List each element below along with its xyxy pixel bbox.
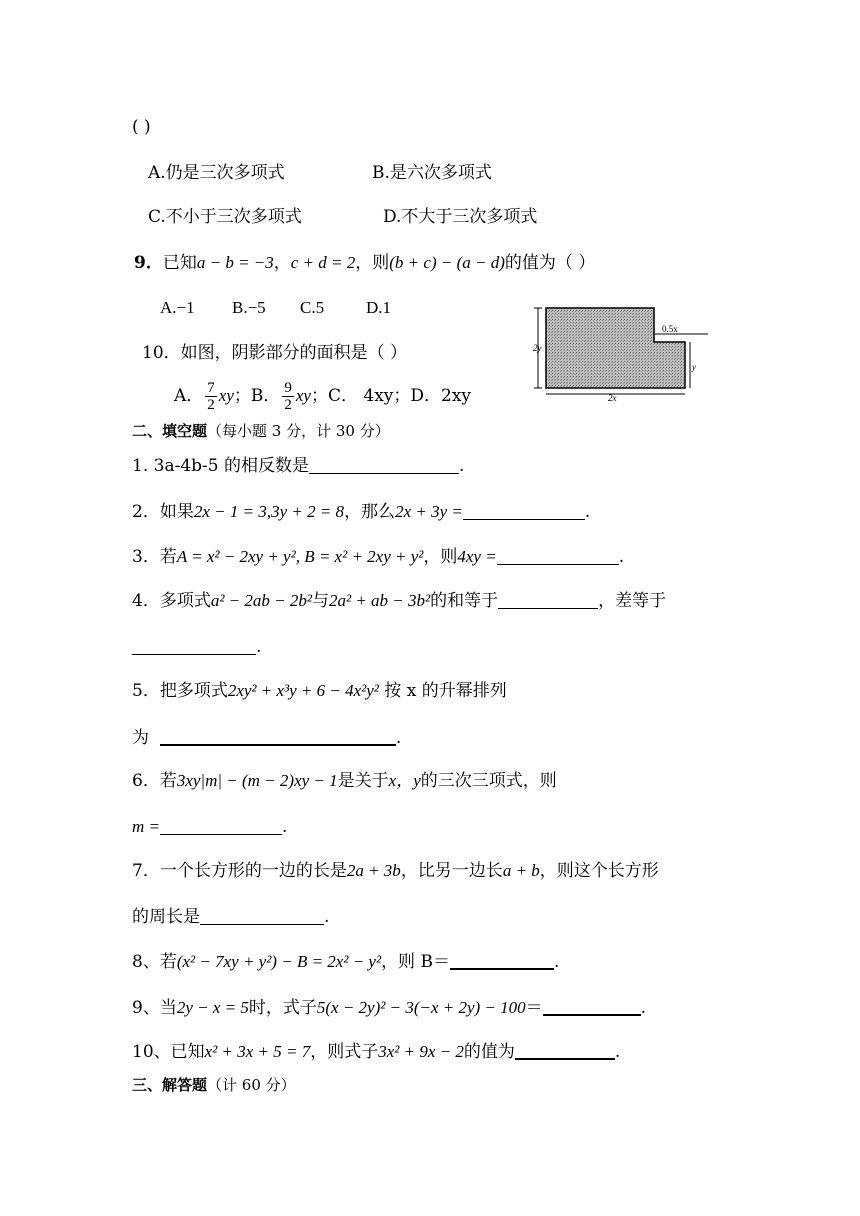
fill-q9-mid: 时，式子	[248, 998, 317, 1018]
section-3-header	[132, 1074, 296, 1096]
fill-q3-pre: 3．若	[132, 547, 177, 567]
fill-q6-post: 的三次三项式，则	[420, 771, 557, 791]
q8-option-a: A.仍是三次多项式	[148, 163, 285, 183]
shaded-shape	[546, 308, 685, 388]
fill-q4-dot: .	[256, 637, 262, 657]
q9-option-a: A.−1	[160, 298, 195, 317]
shaded-region-figure	[528, 304, 712, 402]
section-2-note: （每小题 3 分，计 30 分）	[207, 422, 390, 440]
fill-q9-e1: 2y − x = 5	[176, 998, 249, 1017]
fill-q6-mid: 是关于	[337, 771, 389, 791]
q8-option-b: B.是六次多项式	[372, 163, 492, 183]
fill-q2-dot: .	[584, 502, 591, 522]
q9-cond1: a − b = −3	[196, 253, 274, 272]
fill-q7-e1: 2a + 3b	[346, 861, 401, 880]
fill-q6-line2-text: m =	[132, 817, 160, 836]
fig-label-05x: 0.5x	[662, 324, 678, 334]
section-2-title: 二、填空题	[132, 422, 208, 440]
fill-q3-mid: ，则	[423, 547, 458, 567]
fill-q4-line2	[132, 636, 261, 658]
fill-q10-pre: 10、已知	[132, 1042, 205, 1062]
fill-q4-blank-sum[interactable]	[498, 590, 598, 609]
fill-q6-pre: 6．若	[132, 771, 177, 791]
section-3-title: 三、解答题	[132, 1076, 208, 1094]
fill-q6-expr: 3xy|m| − (m − 2)xy − 1	[176, 771, 338, 790]
fill-q9-blank[interactable]	[543, 996, 641, 1016]
fill-q5-dot: .	[395, 728, 402, 748]
fill-q5-pre: 5．把多项式	[132, 681, 228, 701]
fill-q1-text: 1. 3a-4b-5 的相反数是	[132, 456, 309, 476]
fill-q7-e2: a + b	[502, 861, 540, 880]
fill-q10-mid: ，则式子	[310, 1042, 379, 1062]
q9-option-b: B.−5	[232, 298, 266, 317]
fill-q4-e1: a² − 2ab − 2b²	[210, 591, 312, 610]
fill-q4	[132, 590, 666, 612]
fill-q7-line2	[132, 906, 329, 928]
fill-q3-expr2: 4xy =	[457, 547, 497, 566]
fill-q3	[132, 546, 624, 568]
fill-q8	[132, 950, 559, 973]
section-3-note: （计 60 分）	[207, 1076, 296, 1094]
q10-option-c: ；C． 4xy	[310, 386, 394, 406]
fill-q9-e2: 5(x − 2y)² − 3(−x + 2y) − 100	[316, 998, 526, 1017]
fill-q8-pre: 8、若	[132, 952, 177, 972]
fill-q3-blank[interactable]	[497, 546, 619, 565]
fill-q8-expr: (x² − 7xy + y²) − B = 2x² − y²	[176, 952, 382, 971]
fill-q5-post: 按 x 的升幂排列	[378, 681, 507, 701]
q9-option-d: D.1	[366, 298, 392, 317]
fill-q7-mid: ，比另一边长	[400, 861, 503, 881]
fill-q2	[132, 501, 590, 523]
fill-q9-pre: 9、当	[132, 998, 177, 1018]
q10-a-var: xy	[218, 386, 234, 405]
fill-q8-dot: .	[553, 952, 560, 972]
fill-q4-e2: 2a² + ab − 3b²	[328, 591, 431, 610]
q9-text-post: 的值为（ ）	[504, 253, 596, 273]
fill-q1-blank[interactable]	[309, 455, 459, 474]
q9-sep: ，	[273, 253, 291, 273]
fill-q9-post: ＝	[525, 998, 543, 1018]
fill-q5-blank[interactable]	[160, 726, 396, 746]
fig-label-2y: 2y	[533, 343, 542, 353]
fill-q8-blank[interactable]	[450, 950, 554, 970]
answer-paren: ( )	[132, 117, 151, 137]
q10-options	[174, 376, 471, 416]
fill-q7-line2-text: 的周长是	[132, 907, 200, 927]
q9-number: 9．	[134, 253, 163, 273]
fill-q6-line2	[132, 816, 287, 838]
q9-then: ，则	[355, 253, 390, 273]
fill-q2-mid: ，那么	[344, 502, 396, 522]
fill-q4-post: 的和等于	[430, 591, 499, 611]
q10-a-label: A．	[174, 386, 204, 406]
fill-q2-pre: 2．如果	[132, 502, 194, 522]
fill-q6-blank[interactable]	[160, 816, 282, 835]
fill-q5-line2	[132, 726, 401, 749]
fill-q9	[132, 996, 646, 1019]
q10-a-fraction: $\frac{7}{2}$	[207, 380, 215, 413]
fill-q10-dot: .	[614, 1042, 621, 1062]
fill-q4-pre: 4．多项式	[132, 591, 211, 611]
fill-q7-pre: 7．一个长方形的一边的长是	[132, 861, 347, 881]
fill-q7-dot: .	[324, 907, 330, 927]
fill-q10-blank[interactable]	[515, 1040, 615, 1060]
q9-option-c: C.5	[300, 298, 325, 317]
section-2-header	[132, 420, 390, 442]
q10-b-fraction: $\frac{9}{2}$	[284, 380, 292, 413]
fill-q7-post: ，则这个长方形	[539, 861, 659, 881]
q9-cond2: c + d = 2	[290, 253, 356, 272]
q10-b-var: xy	[295, 386, 311, 405]
q8-option-c: C.不小于三次多项式	[148, 207, 302, 227]
fill-q3-dot: .	[618, 547, 625, 567]
fill-q5	[132, 680, 507, 702]
fill-q6-dot: .	[282, 817, 288, 837]
q9-text-pre: 已知	[162, 253, 197, 273]
fill-q10-e2: 3x² + 9x − 2	[378, 1042, 464, 1061]
fill-q4-blank-diff[interactable]	[132, 636, 256, 655]
fill-q9-dot: .	[640, 998, 647, 1018]
fill-q6-vars: x，y	[388, 771, 421, 790]
fill-q10-post: 的值为	[463, 1042, 515, 1062]
fill-q5-expr: 2xy² + x³y + 6 − 4x²y²	[227, 681, 379, 700]
fill-q6	[132, 770, 557, 792]
fill-q2-blank[interactable]	[463, 501, 585, 520]
fill-q1-dot: .	[458, 456, 465, 476]
fig-label-2x: 2x	[608, 393, 617, 402]
fill-q4-mid: 与	[311, 591, 329, 611]
fill-q4-post2: ，差等于	[598, 591, 667, 611]
fill-q3-expr: A = x² − 2xy + y², B = x² + 2xy + y²	[176, 547, 424, 566]
fill-q5-line2-text: 为	[132, 728, 149, 748]
fill-q10	[132, 1040, 620, 1063]
q10-option-d: ；D．2xy	[393, 386, 472, 406]
q9-expr: (b + c) − (a − d)	[389, 253, 505, 272]
fill-q10-e1: x² + 3x + 5 = 7	[204, 1042, 311, 1061]
fill-q2-expr2: 2x + 3y =	[395, 502, 463, 521]
fill-q8-post: ，则 B＝	[381, 952, 450, 972]
fill-q2-expr1: 2x − 1 = 3,3y + 2 = 8	[193, 502, 345, 521]
q9-stem	[134, 252, 595, 274]
fill-q1	[132, 455, 464, 477]
fill-q7-blank[interactable]	[200, 906, 324, 925]
fill-q7	[132, 860, 659, 882]
q10-b-label: ；B．	[233, 386, 281, 406]
q8-option-d: D.不大于三次多项式	[383, 207, 538, 227]
q10-stem: 10．如图，阴影部分的面积是（ ）	[142, 343, 408, 363]
fig-label-y: y	[692, 362, 696, 372]
